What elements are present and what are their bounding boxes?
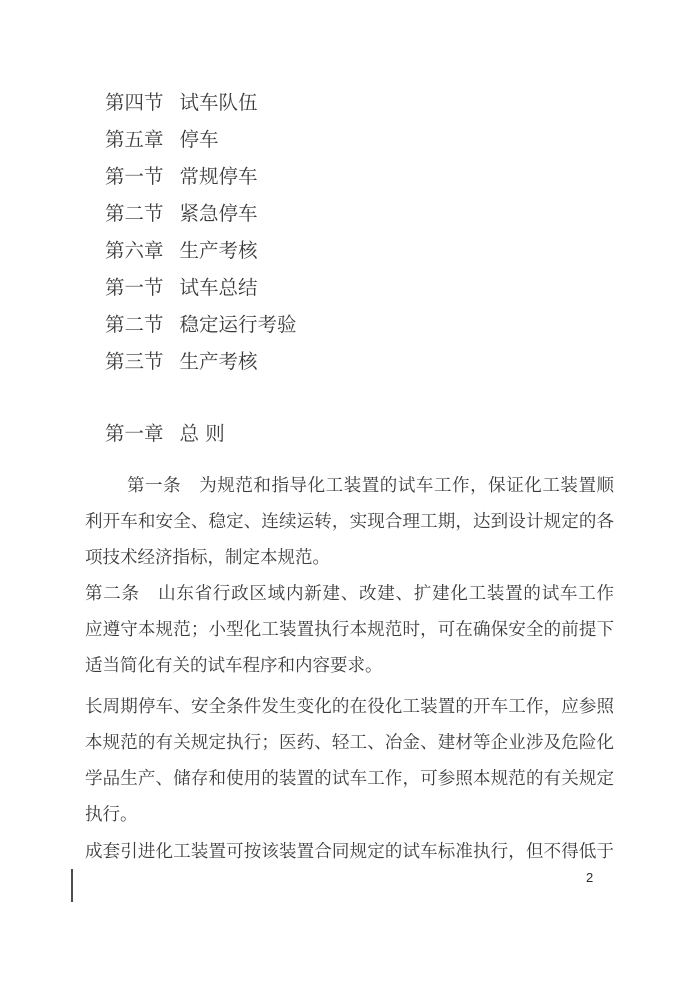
toc-entry-label: 第二节 (105, 313, 164, 336)
toc-entry-label: 第一节 (105, 165, 164, 188)
table-of-contents (105, 84, 297, 380)
body-paragraph (85, 834, 614, 870)
toc-entry-title: 生产考核 (179, 350, 258, 373)
paragraph-line: 应遵守本规范；小型化工装置执行本规范时，可在确保安全的前提下 (85, 620, 614, 640)
paragraph-line: 利开车和安全、稳定、连续运转，实现合理工期，达到设计规定的各 (85, 512, 614, 532)
paragraph-line: 本规范的有关规定执行；医药、轻工、冶金、建材等企业涉及危险化 (85, 733, 614, 753)
toc-entry-label: 第六章 (105, 239, 164, 262)
toc-entry-title: 常规停车 (179, 165, 258, 188)
toc-entry (105, 269, 297, 306)
margin-change-bar (71, 869, 73, 902)
paragraph-line: 长周期停车、安全条件发生变化的在役化工装置的开车工作，应参照 (85, 697, 614, 717)
body-paragraph (85, 468, 614, 576)
toc-entry-label: 第二节 (105, 202, 164, 225)
toc-entry-label: 第四节 (105, 91, 164, 114)
toc-entry-label: 第五章 (105, 128, 164, 151)
paragraph-line: 项技术经济指标，制定本规范。 (85, 548, 330, 568)
paragraph-line: 第一条 为规范和指导化工装置的试车工作，保证化工装置顺 (127, 476, 614, 496)
toc-entry-title: 生产考核 (179, 239, 258, 262)
toc-entry-label: 第三节 (105, 350, 164, 373)
paragraph-line: 成套引进化工装置可按该装置合同规定的试车标准执行，但不得低于 (85, 842, 614, 862)
toc-entry-title: 紧急停车 (179, 202, 258, 225)
toc-entry (105, 195, 297, 232)
toc-entry (105, 121, 297, 158)
toc-entry-title: 稳定运行考验 (179, 313, 297, 336)
page-number: 2 (586, 870, 594, 885)
toc-entry (105, 343, 297, 380)
paragraph-line: 执行。 (85, 805, 138, 825)
toc-entry (105, 306, 297, 343)
toc-entry-title: 试车总结 (179, 276, 258, 299)
toc-entry-title: 停车 (179, 128, 219, 151)
body-paragraph (85, 576, 614, 684)
body-paragraph (85, 689, 614, 833)
toc-entry-title: 试车队伍 (179, 91, 258, 114)
toc-entry-label: 第一节 (105, 276, 164, 299)
toc-entry (105, 232, 297, 269)
toc-entry (105, 84, 297, 121)
paragraph-line: 第二条 山东省行政区域内新建、改建、扩建化工装置的试车工作 (85, 584, 614, 604)
chapter-heading (105, 415, 225, 452)
paragraph-line: 适当简化有关的试车程序和内容要求。 (85, 656, 383, 676)
chapter-heading-title: 总 则 (179, 422, 225, 445)
paragraph-line: 学品生产、储存和使用的装置的试车工作，可参照本规范的有关规定 (85, 769, 614, 789)
toc-entry (105, 158, 297, 195)
chapter-heading-label: 第一章 (105, 422, 164, 445)
